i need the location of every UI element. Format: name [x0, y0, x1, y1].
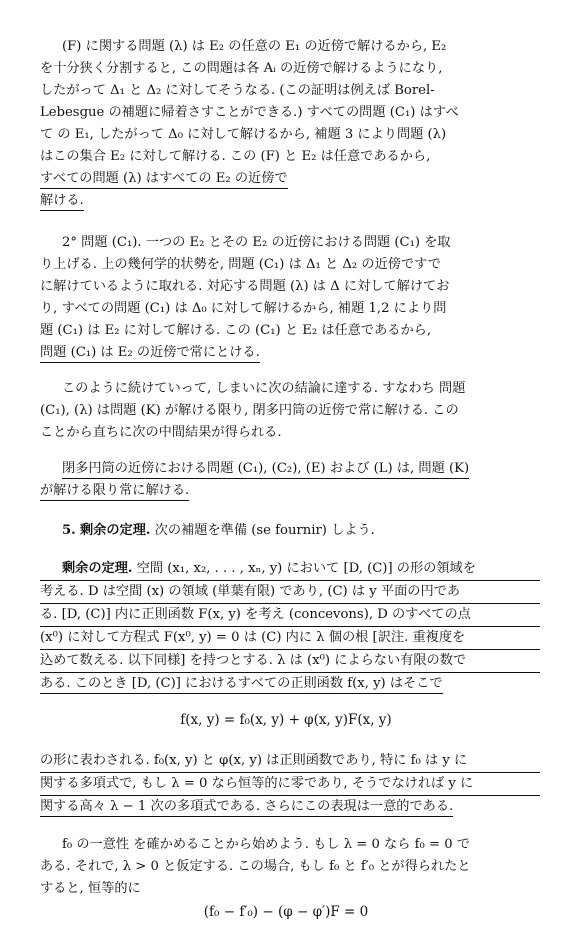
- text-line: [40, 190, 540, 212]
- paragraph-4: [40, 458, 540, 502]
- section-number: 5.: [62, 523, 76, 538]
- text-line: はこの集合 E₂ に対して解ける. この (F) と E₂ は任意であるから,: [40, 149, 431, 164]
- text-line: f₀ の一意性 を確かめることから始めよう. もし λ = 0 なら f₀ = 0 で: [62, 837, 470, 852]
- text-line: [40, 520, 540, 542]
- text-line: [40, 480, 540, 502]
- theorem-line: 空間 (x₁, x₂, . . . , xₙ, y) において [D, (C)] の形の領域を: [132, 561, 476, 576]
- equation-1: f(x, y) = f₀(x, y) + φ(x, y)F(x, y): [180, 712, 392, 728]
- text-line: [40, 458, 540, 480]
- underlined-text: すべての問題 (λ) はすべての E₂ の近傍で: [40, 169, 288, 189]
- text-line: り, すべての問題 (C₁) は Δ₀ に対して解けるから, 補題 1,2 により問: [40, 301, 447, 316]
- text-line: ことから直ちに次の中間結果が得られる.: [40, 425, 282, 440]
- theorem-statement: [40, 558, 540, 695]
- text-line: [40, 168, 540, 190]
- text-line: [40, 342, 540, 364]
- section-title: 剰余の定理.: [79, 523, 151, 538]
- text-line: り上げる. 上の幾何学的状勢を, 問題 (C₁) は Δ₁ と Δ₂ の近傍ですで: [40, 257, 441, 272]
- text-line: 込めて数える. 以下同様] を持つとする. λ は (x⁰) によらない有限の数で: [40, 650, 540, 673]
- text-line: を十分狭く分割すると, この問題は各 Aᵢ の近傍で解けるようになり,: [40, 61, 443, 76]
- text-line: [40, 673, 540, 695]
- paragraph-6: [40, 834, 540, 900]
- text-line: の形に表わされる. f₀(x, y) と φ(x, y) は正則函数であり, 特に f₀ は y に: [40, 750, 540, 773]
- equation-2: (f₀ − f′₀) − (φ − φ′)F = 0: [203, 904, 369, 920]
- paragraph-5: [40, 750, 540, 818]
- text-line: 関する多項式で, もし λ = 0 なら恒等的に零であり, そうでなければ y に: [40, 773, 540, 796]
- underlined-text: が解ける限り常に解ける.: [40, 481, 189, 501]
- text-line: に解けているように取れる. 対応する問題 (λ) は Δ に対して解けてお: [40, 279, 450, 294]
- text-line: る. [D, (C)] 内に正則函数 F(x, y) を考え (concevons), D のすべての点: [40, 604, 540, 627]
- text-line: (C₁), (λ) は問題 (K) が解ける限り, 閉多円筒の近傍で常に解ける. この: [40, 403, 459, 418]
- section-heading: [40, 520, 540, 542]
- underlined-text: ある. このとき [D, (C)] におけるすべての正則函数 f(x, y) はそこで: [40, 674, 443, 694]
- text-line: [40, 796, 540, 818]
- text-line: [40, 558, 540, 581]
- underlined-text: 閉多円筒の近傍における問題 (C₁), (C₂), (E) および (L) は, 問題 (K): [62, 459, 469, 479]
- text-line: 2° 問題 (C₁). 一つの E₂ とその E₂ の近傍における問題 (C₁) を取: [62, 235, 451, 250]
- text-line: 題 (C₁) は E₂ に対して解ける. この (C₁) と E₂ は任意であるから,: [40, 323, 432, 338]
- paragraph-2: [40, 232, 540, 364]
- text-line: (F) に関する問題 (λ) は E₂ の任意の E₁ の近傍で解けるから, E₂: [62, 39, 447, 54]
- paragraph-3: [40, 378, 540, 444]
- section-text: 次の補題を準備 (se fournir) しよう.: [150, 523, 375, 538]
- text-line: すると, 恒等的に: [40, 881, 141, 896]
- text-line: したがって Δ₁ と Δ₂ に対してそうなる. (この証明は例えば Borel-: [40, 83, 435, 98]
- text-line: Lebesgue の補題に帰着さすことができる.) すべての問題 (C₁) はすべ: [40, 105, 459, 120]
- text-line: (x⁰) に対して方程式 F(x⁰, y) = 0 は (C) 内に λ 個の根 [訳注. 重複度を: [40, 627, 540, 650]
- text-line: ある. それで, λ > 0 と仮定する. この場合, もし f₀ と f′₀ とが得られたと: [40, 859, 471, 874]
- paragraph-1: [40, 36, 540, 212]
- text-line: このように続けていって, しまいに次の結論に達する. すなわち 問題: [62, 381, 466, 396]
- underlined-text: 解ける.: [40, 191, 84, 211]
- text-line: て の E₁, したがって Δ₀ に対して解けるから, 補題 3 により問題 (λ): [40, 127, 447, 142]
- theorem-title: 剰余の定理.: [62, 561, 133, 576]
- text-line: 考える. D は空間 (x) の領域 (単葉有限) であり, (C) は y 平面の円であ: [40, 581, 540, 604]
- underlined-text: 関する高々 λ − 1 次の多項式である. さらにこの表現は一意的である.: [40, 797, 453, 817]
- underlined-text: 問題 (C₁) は E₂ の近傍で常にとける.: [40, 343, 260, 363]
